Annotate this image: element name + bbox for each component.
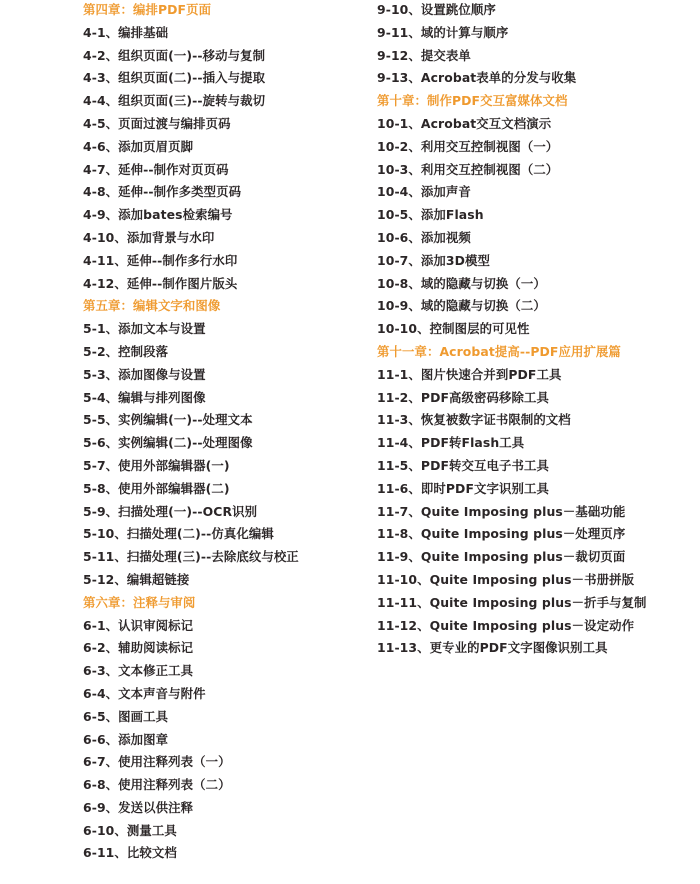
chapter-heading: 第五章：编辑文字和图像: [83, 298, 221, 314]
toc-item: 5-3、添加图像与设置: [83, 366, 206, 382]
chapter-heading: 第十一章：Acrobat提高--PDF应用扩展篇: [377, 343, 621, 359]
toc-item: 10-3、利用交互控制视图（二）: [377, 161, 559, 177]
toc-item: 9-13、Acrobat表单的分发与收集: [377, 70, 577, 86]
toc-item: 6-4、文本声音与附件: [83, 685, 206, 701]
toc-item: 9-10、设置跳位顺序: [377, 2, 496, 17]
toc-item: 11-13、更专业的PDF文字图像识别工具: [377, 640, 608, 656]
toc-item: 4-12、延伸--制作图片版头: [83, 275, 238, 291]
toc-item: 4-8、延伸--制作多类型页码: [83, 184, 242, 200]
toc-left-column: [83, 0, 368, 865]
toc-item: 10-2、利用交互控制视图（一）: [377, 138, 559, 154]
toc-item: 5-1、添加文本与设置: [83, 321, 206, 337]
toc-item: 11-12、Quite Imposing plus－设定动作: [377, 617, 635, 633]
toc-item: 4-6、添加页眉页脚: [83, 138, 194, 154]
toc-item: 5-4、编辑与排列图像: [83, 389, 206, 405]
toc-item: 9-12、提交表单: [377, 47, 471, 63]
toc-item: 11-10、Quite Imposing plus－书册拼版: [377, 571, 635, 587]
toc-item: 6-10、测量工具: [83, 822, 177, 838]
toc-item: 11-6、即时PDF文字识别工具: [377, 480, 549, 496]
toc-item: 6-3、文本修正工具: [83, 663, 194, 679]
toc-item: 11-8、Quite Imposing plus－处理页序: [377, 526, 626, 542]
toc-item: 6-8、使用注释列表（二）: [83, 777, 231, 793]
toc-item: 10-10、控制图层的可见性: [377, 321, 530, 337]
toc-item: 5-12、编辑超链接: [83, 571, 190, 587]
toc-item: 6-7、使用注释列表（一）: [83, 754, 231, 770]
chapter-heading: 第六章：注释与审阅: [83, 594, 196, 610]
toc-item: 4-5、页面过渡与编排页码: [83, 115, 231, 131]
toc-item: 4-2、组织页面(一)--移动与复制: [83, 47, 266, 63]
toc-item: 4-9、添加bates检索编号: [83, 207, 233, 223]
toc-item: 11-3、恢复被数字证书限制的文档: [377, 412, 571, 428]
toc-item: 10-7、添加3D模型: [377, 252, 490, 268]
toc-item: 6-5、图画工具: [83, 708, 169, 724]
toc-item: 4-11、延伸--制作多行水印: [83, 252, 238, 268]
toc-item: 11-2、PDF高级密码移除工具: [377, 389, 549, 405]
toc-item: 11-5、PDF转交互电子书工具: [377, 457, 549, 473]
chapter-heading: 第十章：制作PDF交互富媒体文档: [377, 93, 568, 109]
toc-item: 10-9、域的隐藏与切换（二）: [377, 298, 546, 314]
toc-item: 4-10、添加背景与水印: [83, 229, 215, 245]
toc-right-column: [377, 0, 695, 660]
toc-item: 10-1、Acrobat交互文档演示: [377, 115, 552, 131]
toc-item: 5-8、使用外部编辑器(二): [83, 480, 230, 496]
toc-item: 5-9、扫描处理(一)--OCR识别: [83, 503, 258, 519]
toc-item: 11-4、PDF转Flash工具: [377, 435, 525, 451]
toc-item: 10-6、添加视频: [377, 229, 471, 245]
toc-item: 10-5、添加Flash: [377, 207, 484, 223]
toc-item: 6-1、认识审阅标记: [83, 617, 194, 633]
toc-item: 5-6、实例编辑(二)--处理图像: [83, 435, 253, 451]
toc-item: 9-11、域的计算与顺序: [377, 24, 509, 40]
toc-item: 11-9、Quite Imposing plus－裁切页面: [377, 549, 626, 565]
toc-item: 10-8、域的隐藏与切换（一）: [377, 275, 546, 291]
toc-item: 5-2、控制段落: [83, 343, 169, 359]
toc-item: 6-9、发送以供注释: [83, 799, 194, 815]
toc-item: 4-7、延伸--制作对页页码: [83, 161, 229, 177]
toc-item: 5-5、实例编辑(一)--处理文本: [83, 412, 253, 428]
toc-item: 11-7、Quite Imposing plus－基础功能: [377, 503, 626, 519]
toc-item: 6-6、添加图章: [83, 731, 169, 747]
toc-item: 5-7、使用外部编辑器(一): [83, 457, 230, 473]
toc-item: 4-3、组织页面(二)--插入与提取: [83, 70, 266, 86]
toc-item: 6-11、比较文档: [83, 845, 177, 861]
toc-item: 11-1、图片快速合并到PDF工具: [377, 366, 562, 382]
toc-item: 11-11、Quite Imposing plus－折手与复制: [377, 594, 647, 610]
toc-item: 5-11、扫描处理(三)--去除底纹与校正: [83, 549, 299, 565]
toc-item: 6-2、辅助阅读标记: [83, 640, 194, 656]
chapter-heading: 第四章：编排PDF页面: [83, 2, 212, 17]
toc-item: 4-4、组织页面(三)--旋转与裁切: [83, 93, 266, 109]
toc-item: 4-1、编排基础: [83, 24, 169, 40]
toc-item: 5-10、扫描处理(二)--仿真化编辑: [83, 526, 274, 542]
toc-item: 10-4、添加声音: [377, 184, 471, 200]
